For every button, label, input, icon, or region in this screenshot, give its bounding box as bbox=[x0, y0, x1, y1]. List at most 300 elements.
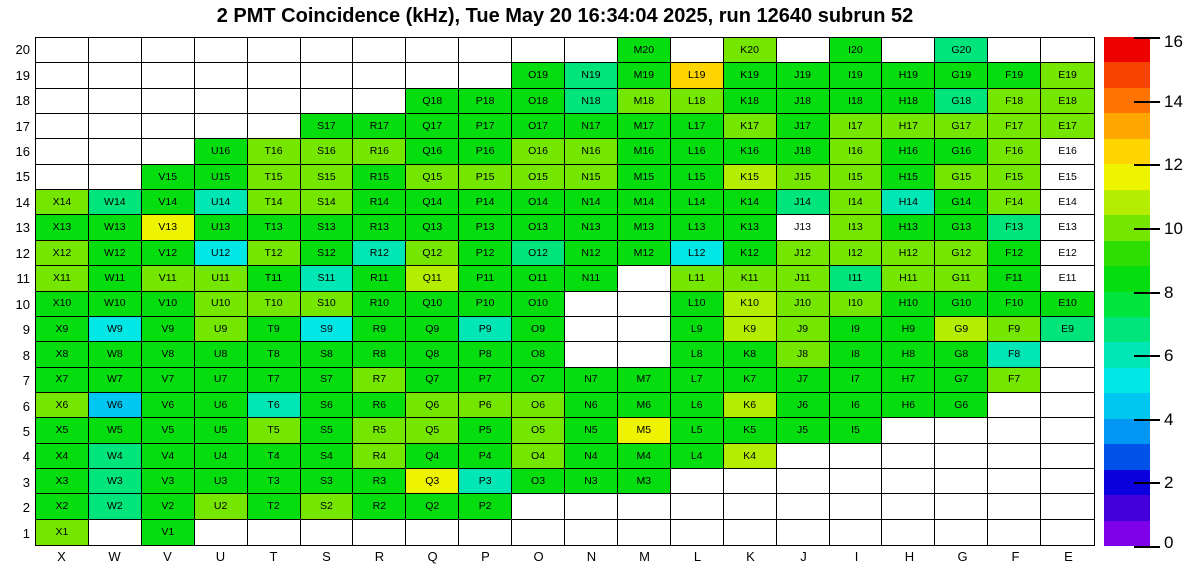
heatmap-cell-label: R7 bbox=[372, 373, 387, 386]
heatmap-cell-label: P16 bbox=[475, 145, 495, 158]
heatmap-cell bbox=[671, 241, 724, 266]
heatmap-cell-label: F19 bbox=[1005, 69, 1024, 82]
heatmap-cell bbox=[301, 139, 354, 164]
heatmap-cell bbox=[565, 393, 618, 418]
heatmap-cell-label: V3 bbox=[161, 474, 175, 487]
heatmap-cell bbox=[935, 292, 988, 317]
heatmap-cell bbox=[406, 368, 459, 393]
heatmap-cell bbox=[512, 393, 565, 418]
colorbar-tick-mark bbox=[1134, 292, 1160, 294]
heatmap-cell-label: J12 bbox=[794, 246, 812, 259]
heatmap-cell-label: L18 bbox=[687, 94, 706, 107]
x-axis-tick-label: M bbox=[639, 549, 650, 564]
heatmap-cell-label: M20 bbox=[633, 43, 655, 56]
heatmap-cell bbox=[618, 190, 671, 215]
heatmap-cell-label: H13 bbox=[898, 221, 918, 234]
heatmap-cell-label: L5 bbox=[690, 424, 703, 437]
heatmap-cell-label: S12 bbox=[317, 246, 336, 259]
heatmap-cell bbox=[89, 266, 142, 291]
heatmap-cell bbox=[459, 190, 512, 215]
colorbar-band bbox=[1104, 190, 1150, 215]
heatmap-cell bbox=[882, 139, 935, 164]
heatmap-cell-label: H16 bbox=[898, 145, 918, 158]
heatmap-cell bbox=[142, 89, 195, 114]
heatmap-cell-label: T4 bbox=[267, 449, 280, 462]
heatmap-cell bbox=[301, 215, 354, 240]
heatmap-cell bbox=[565, 292, 618, 317]
heatmap-cell-label: H14 bbox=[898, 196, 918, 209]
y-axis-tick-label: 19 bbox=[15, 67, 30, 83]
x-axis-tick-label: N bbox=[586, 549, 597, 564]
heatmap-cell-label: K13 bbox=[740, 221, 759, 234]
heatmap-cell-label: F18 bbox=[1005, 94, 1024, 107]
heatmap-cell bbox=[724, 114, 777, 139]
heatmap-cell bbox=[1041, 418, 1094, 443]
heatmap-cell-label: U12 bbox=[211, 246, 231, 259]
heatmap-cell bbox=[248, 139, 301, 164]
heatmap-cell-label: L17 bbox=[687, 119, 706, 132]
heatmap-cell bbox=[935, 342, 988, 367]
heatmap-cell bbox=[724, 292, 777, 317]
heatmap-cell-label: R12 bbox=[369, 246, 389, 259]
heatmap-cell bbox=[353, 444, 406, 469]
heatmap-cell-label: O5 bbox=[531, 424, 546, 437]
heatmap-cell-label: P10 bbox=[475, 297, 495, 310]
heatmap-cell bbox=[353, 317, 406, 342]
heatmap-cell bbox=[988, 444, 1041, 469]
heatmap-cell bbox=[301, 190, 354, 215]
heatmap-cell-label: K9 bbox=[743, 322, 757, 335]
heatmap-cell-label: F15 bbox=[1005, 170, 1024, 183]
heatmap-cell-label: U15 bbox=[211, 170, 231, 183]
heatmap-cell bbox=[195, 165, 248, 190]
heatmap-cell bbox=[301, 89, 354, 114]
heatmap-cell-label: T14 bbox=[264, 196, 283, 209]
heatmap-cell bbox=[1041, 89, 1094, 114]
heatmap-cell bbox=[1041, 215, 1094, 240]
heatmap-cell-label: V5 bbox=[161, 424, 175, 437]
heatmap-cell bbox=[882, 317, 935, 342]
chart-title: 2 PMT Coincidence (kHz), Tue May 20 16:34:04 2025, run 12640 subrun 52 bbox=[216, 5, 914, 27]
colorbar-tick-mark bbox=[1134, 419, 1160, 421]
heatmap-cell-label: S9 bbox=[320, 322, 333, 335]
heatmap-cell bbox=[777, 165, 830, 190]
heatmap-cell-label: O11 bbox=[528, 272, 548, 285]
heatmap-cell bbox=[36, 114, 89, 139]
heatmap-cell bbox=[512, 215, 565, 240]
colorbar-band bbox=[1104, 368, 1150, 393]
y-axis-tick-label: 14 bbox=[15, 194, 30, 210]
heatmap-cell-label: K12 bbox=[740, 246, 759, 259]
heatmap-cell bbox=[724, 494, 777, 519]
heatmap-cell-label: R13 bbox=[369, 221, 389, 234]
colorbar-band bbox=[1104, 521, 1150, 546]
heatmap-cell bbox=[565, 114, 618, 139]
heatmap-cell bbox=[935, 444, 988, 469]
y-axis-tick-label: 20 bbox=[15, 42, 30, 58]
heatmap-cell-label: N3 bbox=[584, 474, 598, 487]
heatmap-cell-label: F7 bbox=[1008, 373, 1021, 386]
heatmap-cell bbox=[512, 444, 565, 469]
heatmap-cell-label: R10 bbox=[369, 297, 389, 310]
colorbar-tick-label: 6 bbox=[1164, 346, 1174, 366]
heatmap-cell bbox=[830, 494, 883, 519]
heatmap-cell-label: R9 bbox=[372, 322, 387, 335]
heatmap-cell bbox=[618, 165, 671, 190]
heatmap-cell-label: K18 bbox=[740, 94, 759, 107]
heatmap-cell bbox=[36, 520, 89, 545]
heatmap-cell-label: I9 bbox=[851, 322, 860, 335]
heatmap-cell-label: I20 bbox=[848, 43, 863, 56]
heatmap-cell bbox=[935, 393, 988, 418]
heatmap-cell bbox=[777, 292, 830, 317]
heatmap-cell bbox=[459, 63, 512, 88]
y-axis-tick-label: 15 bbox=[15, 169, 30, 185]
heatmap-cell bbox=[512, 317, 565, 342]
heatmap-cell bbox=[89, 494, 142, 519]
heatmap-cell-label: R17 bbox=[369, 119, 389, 132]
heatmap-cell-label: O12 bbox=[528, 246, 548, 259]
heatmap-cell bbox=[618, 139, 671, 164]
heatmap-cell-label: X13 bbox=[52, 221, 72, 234]
heatmap-cell-label: R11 bbox=[370, 272, 389, 285]
heatmap-cell-label: T8 bbox=[267, 348, 280, 361]
heatmap-cell-label: U16 bbox=[211, 145, 231, 158]
heatmap-cell bbox=[777, 266, 830, 291]
heatmap-cell bbox=[248, 38, 301, 63]
heatmap-cell-label: W11 bbox=[104, 272, 126, 285]
heatmap-cell bbox=[459, 241, 512, 266]
heatmap-cell bbox=[882, 215, 935, 240]
heatmap-cell bbox=[618, 418, 671, 443]
heatmap-cell bbox=[671, 38, 724, 63]
heatmap-cell bbox=[724, 266, 777, 291]
heatmap-cell-label: K20 bbox=[740, 43, 759, 56]
heatmap-cell bbox=[89, 317, 142, 342]
heatmap-cell-label: Q17 bbox=[422, 119, 443, 132]
heatmap-cell bbox=[565, 368, 618, 393]
heatmap-cell-label: O10 bbox=[528, 297, 548, 310]
heatmap-cell-label: H12 bbox=[898, 246, 918, 259]
x-axis-tick-label: K bbox=[746, 549, 755, 564]
heatmap-cell-label: U6 bbox=[213, 398, 228, 411]
heatmap-cell bbox=[353, 292, 406, 317]
heatmap-cell-label: L11 bbox=[688, 272, 706, 285]
heatmap-cell bbox=[36, 215, 89, 240]
heatmap-cell-label: S16 bbox=[317, 145, 336, 158]
heatmap-cell-label: F16 bbox=[1005, 145, 1024, 158]
heatmap-cell-label: Q18 bbox=[422, 94, 443, 107]
heatmap-cell bbox=[1041, 241, 1094, 266]
heatmap-cell bbox=[988, 469, 1041, 494]
heatmap-cell-label: N4 bbox=[584, 449, 598, 462]
heatmap-cell-label: E15 bbox=[1058, 170, 1077, 183]
heatmap-cell-label: X4 bbox=[55, 449, 69, 462]
heatmap-cell bbox=[935, 190, 988, 215]
heatmap-cell-label: P5 bbox=[478, 424, 492, 437]
heatmap-cell bbox=[882, 444, 935, 469]
heatmap-cell-label: W6 bbox=[106, 398, 123, 411]
heatmap-cell bbox=[565, 38, 618, 63]
colorbar-band bbox=[1104, 113, 1150, 138]
heatmap-cell-label: N6 bbox=[584, 398, 598, 411]
heatmap-cell-label: N16 bbox=[581, 145, 601, 158]
heatmap-cell bbox=[301, 342, 354, 367]
heatmap-cell-label: S6 bbox=[320, 398, 333, 411]
y-axis-tick-label: 10 bbox=[15, 296, 30, 312]
heatmap-cell-label: S15 bbox=[317, 170, 336, 183]
heatmap-cell bbox=[724, 241, 777, 266]
heatmap-cell-label: N7 bbox=[584, 373, 598, 386]
heatmap-cell-label: Q9 bbox=[425, 322, 440, 335]
heatmap-cell-label: J8 bbox=[797, 348, 809, 361]
heatmap-cell bbox=[935, 317, 988, 342]
y-axis-tick-label: 2 bbox=[22, 500, 30, 516]
colorbar-tick-mark bbox=[1134, 101, 1160, 103]
heatmap-cell-label: L6 bbox=[690, 398, 703, 411]
heatmap-cell bbox=[777, 190, 830, 215]
x-axis-tick-label: O bbox=[533, 549, 544, 564]
heatmap-cell-label: P4 bbox=[478, 449, 492, 462]
heatmap-cell bbox=[777, 418, 830, 443]
heatmap-cell-label: G16 bbox=[951, 145, 972, 158]
heatmap-cell-label: R14 bbox=[369, 196, 389, 209]
heatmap-cell-label: F11 bbox=[1005, 272, 1023, 285]
heatmap-cell-label: E13 bbox=[1058, 221, 1077, 234]
heatmap-cell bbox=[248, 317, 301, 342]
heatmap-cell bbox=[195, 469, 248, 494]
heatmap-cell-label: Q12 bbox=[422, 246, 443, 259]
colorbar-band bbox=[1104, 419, 1150, 444]
heatmap-cell-label: L12 bbox=[687, 246, 706, 259]
heatmap-cell bbox=[724, 393, 777, 418]
heatmap-cell bbox=[142, 317, 195, 342]
heatmap-cell-label: V10 bbox=[158, 297, 178, 310]
heatmap-cell-label: U9 bbox=[213, 322, 228, 335]
heatmap-cell bbox=[565, 165, 618, 190]
heatmap-cell bbox=[988, 393, 1041, 418]
heatmap-cell bbox=[195, 444, 248, 469]
heatmap-cell bbox=[565, 63, 618, 88]
heatmap-cell bbox=[565, 215, 618, 240]
heatmap-cell bbox=[142, 494, 195, 519]
heatmap-cell-label: T5 bbox=[267, 424, 280, 437]
heatmap-cell bbox=[459, 469, 512, 494]
heatmap-cell-label: H19 bbox=[898, 69, 918, 82]
x-axis-tick-label: T bbox=[269, 549, 278, 564]
heatmap-cell bbox=[459, 89, 512, 114]
colorbar-band bbox=[1104, 266, 1150, 291]
heatmap-cell-label: M4 bbox=[636, 449, 652, 462]
heatmap-cell bbox=[195, 215, 248, 240]
heatmap-cell bbox=[512, 63, 565, 88]
heatmap-cell-label: P17 bbox=[475, 119, 495, 132]
heatmap-cell bbox=[935, 266, 988, 291]
heatmap-cell-label: M6 bbox=[636, 398, 652, 411]
heatmap-cell bbox=[142, 241, 195, 266]
heatmap-cell-label: M14 bbox=[633, 196, 655, 209]
heatmap-cell bbox=[248, 241, 301, 266]
x-axis-tick-label: S bbox=[322, 549, 331, 564]
heatmap-cell bbox=[353, 165, 406, 190]
heatmap-cell bbox=[142, 165, 195, 190]
heatmap-cell-label: I12 bbox=[848, 246, 863, 259]
heatmap-cell-label: X6 bbox=[55, 398, 69, 411]
heatmap-cell bbox=[777, 114, 830, 139]
heatmap-cell bbox=[830, 520, 883, 545]
heatmap-cell-label: R4 bbox=[372, 449, 387, 462]
heatmap-cell-label: T11 bbox=[264, 272, 283, 285]
heatmap-cell bbox=[459, 38, 512, 63]
heatmap-cell-label: I6 bbox=[851, 398, 860, 411]
heatmap-cell-label: S11 bbox=[317, 272, 336, 285]
heatmap-cell bbox=[882, 292, 935, 317]
heatmap-cell bbox=[512, 165, 565, 190]
heatmap-cell-label: E17 bbox=[1058, 119, 1077, 132]
heatmap-cell bbox=[724, 190, 777, 215]
heatmap-cell-label: Q8 bbox=[425, 348, 440, 361]
heatmap-cell bbox=[618, 317, 671, 342]
heatmap-cell bbox=[459, 494, 512, 519]
heatmap-cell-label: H9 bbox=[901, 322, 916, 335]
colorbar-tick-label: 0 bbox=[1164, 533, 1174, 552]
heatmap-cell bbox=[830, 165, 883, 190]
heatmap-cell bbox=[89, 418, 142, 443]
heatmap-cell bbox=[618, 215, 671, 240]
heatmap-cell-label: W3 bbox=[106, 474, 123, 487]
heatmap-cell-label: N19 bbox=[581, 69, 601, 82]
heatmap-cell-label: J5 bbox=[797, 424, 809, 437]
heatmap-cell-label: E12 bbox=[1058, 246, 1077, 259]
heatmap-cell-label: Q5 bbox=[425, 424, 440, 437]
heatmap-cell bbox=[988, 114, 1041, 139]
heatmap-cell-label: M3 bbox=[636, 474, 652, 487]
heatmap-cell bbox=[1041, 520, 1094, 545]
heatmap-cell bbox=[671, 114, 724, 139]
heatmap-cell bbox=[618, 342, 671, 367]
heatmap-cell bbox=[1041, 368, 1094, 393]
heatmap-cell bbox=[777, 241, 830, 266]
heatmap-cell bbox=[512, 38, 565, 63]
heatmap-cell bbox=[618, 520, 671, 545]
heatmap-cell bbox=[618, 368, 671, 393]
heatmap-cell-label: W10 bbox=[104, 297, 126, 310]
heatmap-cell bbox=[618, 63, 671, 88]
colorbar-tick-label: 2 bbox=[1164, 473, 1174, 493]
heatmap-cell bbox=[89, 520, 142, 545]
heatmap-cell-label: P6 bbox=[478, 398, 492, 411]
heatmap-cell bbox=[565, 469, 618, 494]
heatmap-cell-label: X12 bbox=[52, 246, 72, 259]
heatmap-cell bbox=[89, 241, 142, 266]
heatmap-cell bbox=[935, 520, 988, 545]
heatmap-cell-label: G7 bbox=[954, 373, 969, 386]
heatmap-cell bbox=[406, 38, 459, 63]
heatmap-cell bbox=[142, 190, 195, 215]
heatmap-cell-label: V15 bbox=[158, 170, 178, 183]
heatmap-cell-label: P12 bbox=[475, 246, 495, 259]
heatmap-cell bbox=[36, 292, 89, 317]
heatmap-cell-label: V8 bbox=[161, 348, 175, 361]
heatmap-cell-label: P15 bbox=[475, 170, 495, 183]
heatmap-cell-label: W2 bbox=[106, 500, 123, 513]
heatmap-cell-label: I17 bbox=[848, 119, 863, 132]
heatmap-cell bbox=[406, 469, 459, 494]
heatmap-cell-label: V12 bbox=[158, 246, 178, 259]
heatmap-cell-label: G18 bbox=[951, 94, 972, 107]
heatmap-cell bbox=[988, 215, 1041, 240]
heatmap-cell bbox=[195, 494, 248, 519]
heatmap-cell bbox=[671, 139, 724, 164]
heatmap-cell bbox=[988, 292, 1041, 317]
heatmap-cell-label: G12 bbox=[951, 246, 972, 259]
heatmap-cell-label: F10 bbox=[1005, 297, 1024, 310]
heatmap-cell bbox=[988, 89, 1041, 114]
heatmap-cell-label: T12 bbox=[264, 246, 283, 259]
heatmap-cell-label: V11 bbox=[158, 272, 177, 285]
heatmap-cell bbox=[36, 165, 89, 190]
heatmap-cell-label: E10 bbox=[1058, 297, 1077, 310]
heatmap-cell-label: K5 bbox=[743, 424, 757, 437]
heatmap-cell bbox=[248, 393, 301, 418]
x-axis-tick-label: I bbox=[854, 549, 859, 564]
heatmap-cell-label: Q6 bbox=[425, 398, 440, 411]
colorbar-band bbox=[1104, 495, 1150, 520]
heatmap-cell-label: L4 bbox=[690, 449, 703, 462]
heatmap-cell-label: L16 bbox=[687, 145, 706, 158]
heatmap-cell bbox=[1041, 139, 1094, 164]
heatmap-cell bbox=[830, 190, 883, 215]
heatmap-cell-label: O16 bbox=[528, 145, 548, 158]
heatmap-cell bbox=[353, 139, 406, 164]
heatmap-cell bbox=[353, 494, 406, 519]
heatmap-cell-label: M15 bbox=[633, 170, 655, 183]
colorbar-tick-mark bbox=[1134, 546, 1160, 548]
heatmap-cell bbox=[36, 38, 89, 63]
heatmap-cell bbox=[406, 215, 459, 240]
heatmap-cell bbox=[142, 215, 195, 240]
heatmap-cell bbox=[459, 114, 512, 139]
heatmap-cell bbox=[353, 469, 406, 494]
heatmap-cell-label: X11 bbox=[52, 272, 71, 285]
heatmap-cell-label: H6 bbox=[901, 398, 916, 411]
heatmap-cell-label: K6 bbox=[743, 398, 757, 411]
heatmap-cell-label: P7 bbox=[478, 373, 492, 386]
heatmap-cell bbox=[935, 139, 988, 164]
x-axis-tick-label: G bbox=[957, 549, 968, 564]
heatmap-cell-label: X10 bbox=[52, 297, 72, 310]
heatmap-cell-label: K11 bbox=[740, 272, 759, 285]
x-axis-tick-label: R bbox=[374, 549, 385, 564]
heatmap-cell bbox=[301, 393, 354, 418]
heatmap-cell-label: G13 bbox=[951, 221, 972, 234]
heatmap-cell-label: W5 bbox=[106, 424, 123, 437]
heatmap-cell bbox=[512, 368, 565, 393]
y-axis-tick-label: 18 bbox=[15, 93, 30, 109]
heatmap-cell bbox=[248, 368, 301, 393]
heatmap-cell bbox=[459, 317, 512, 342]
heatmap-cell-label: J7 bbox=[797, 373, 809, 386]
heatmap-cell bbox=[512, 89, 565, 114]
heatmap-cell-label: F8 bbox=[1008, 348, 1021, 361]
heatmap-cell bbox=[195, 266, 248, 291]
heatmap-cell-label: F9 bbox=[1008, 322, 1021, 335]
heatmap-cell bbox=[353, 38, 406, 63]
heatmap-cell bbox=[142, 418, 195, 443]
heatmap-cell-label: O13 bbox=[528, 221, 548, 234]
heatmap-cell bbox=[89, 469, 142, 494]
heatmap-cell bbox=[777, 444, 830, 469]
